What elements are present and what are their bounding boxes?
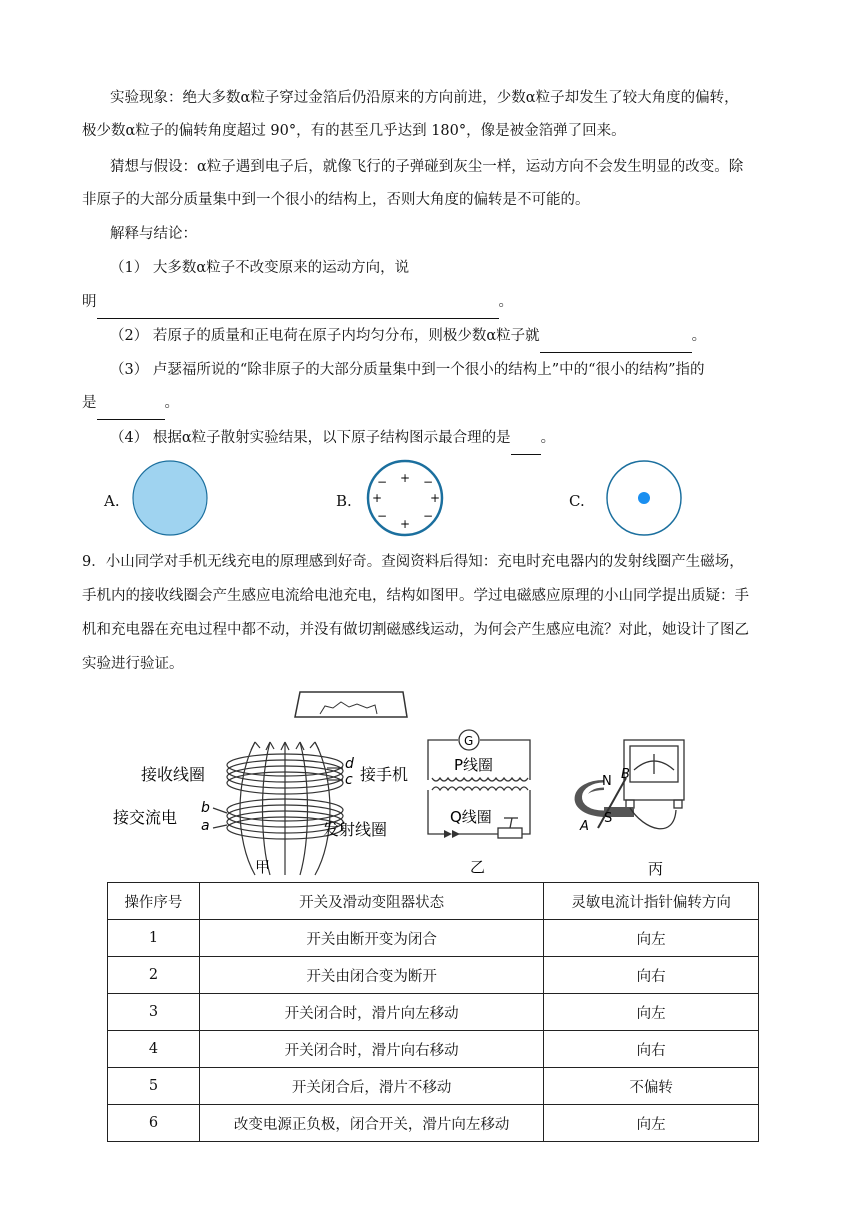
- table-cell: 向右: [544, 1031, 759, 1068]
- minus-sign: −: [422, 475, 434, 489]
- figure-yi-circuit: [418, 722, 548, 882]
- minus-sign: −: [376, 509, 388, 523]
- problem-9-line-2: 手机内的接收线圈会产生感应电流给电池充电，结构如图甲。学过电磁感应原理的小山同学提出质疑：手: [82, 588, 749, 604]
- table-cell: 不偏转: [544, 1068, 759, 1105]
- period: 。: [691, 328, 707, 344]
- table-cell: 开关由闭合变为断开: [199, 957, 543, 994]
- table-cell: 2: [108, 957, 200, 994]
- answer-blank-4[interactable]: [511, 436, 541, 455]
- table-cell: 向左: [544, 920, 759, 957]
- plus-sign: +: [399, 517, 411, 531]
- receive-coil-label: 接收线圈: [141, 765, 206, 784]
- table-cell: 6: [108, 1105, 200, 1142]
- question-3-line-1: （3） 卢瑟福所说的“除非原子的大部分质量集中到一个很小的结构上”中的“很小的结构”指的: [110, 362, 705, 378]
- table-cell: 5: [108, 1068, 200, 1105]
- option-b-atom-diagram: [365, 458, 445, 538]
- figure-jia-caption: 甲: [255, 858, 271, 876]
- table-cell: 1: [108, 920, 200, 957]
- terminal-c: c: [345, 772, 353, 788]
- minus-sign: −: [376, 475, 388, 489]
- question-1-prefix: 明: [82, 294, 97, 310]
- table-row: [108, 1068, 759, 1105]
- wire-end-b: B: [621, 767, 630, 782]
- table-cell: 向左: [544, 994, 759, 1031]
- table-cell: 改变电源正负极，闭合开关，滑片向左移动: [199, 1105, 543, 1142]
- guess-line-2: 非原子的大部分质量集中到一个很小的结构上，否则大角度的偏转是不可能的。: [82, 192, 590, 208]
- period: 。: [164, 395, 179, 411]
- table-row: [108, 1031, 759, 1068]
- table-cell: 向右: [544, 957, 759, 994]
- table-cell: 4: [108, 1031, 200, 1068]
- phenomenon-line-2: 极少数α粒子的偏转角度超过 90°，有的甚至几乎达到 180°，像是被金箔弹了回来。: [82, 123, 626, 139]
- question-4-text: （4） 根据α粒子散射实验结果，以下原子结构图示最合理的是: [110, 430, 511, 446]
- galvanometer-symbol: G: [464, 734, 474, 748]
- problem-9-line-1: 9．小山同学对手机无线充电的原理感到好奇。查阅资料后得知：充电时充电器内的发射线圈产生磁场，: [82, 554, 744, 570]
- phenomenon-line-1: 实验现象：绝大多数α粒子穿过金箔后仍沿原来的方向前进，少数α粒子却发生了较大角度的偏转，: [110, 90, 739, 106]
- table-row: [108, 994, 759, 1031]
- table-cell: 开关闭合时，滑片向左移动: [199, 994, 543, 1031]
- option-c-label: C.: [569, 492, 585, 510]
- period: 。: [540, 430, 556, 446]
- table-cell: 3: [108, 994, 200, 1031]
- wire-end-a: A: [580, 819, 589, 834]
- table-row: [108, 1105, 759, 1142]
- answer-blank-1[interactable]: [97, 300, 499, 319]
- problem-9-line-4: 实验进行验证。: [82, 656, 184, 672]
- answer-blank-2[interactable]: [540, 334, 692, 353]
- magnet-north-label: N: [602, 774, 612, 789]
- explain-heading: 解释与结论：: [110, 226, 197, 242]
- guess-line-1: 猜想与假设：α粒子遇到电子后，就像飞行的子弹碰到灰尘一样，运动方向不会发生明显的改变。除: [110, 159, 744, 175]
- option-c-atom-diagram: [604, 458, 684, 538]
- table-cell: 开关闭合时，滑片向右移动: [199, 1031, 543, 1068]
- figure-yi-caption: 乙: [470, 858, 486, 876]
- p-coil-label: P线圈: [454, 756, 494, 774]
- question-1-line-2: [82, 286, 812, 319]
- table-row: [108, 957, 759, 994]
- header-switch-rheostat-state: 开关及滑动变阻器状态: [199, 883, 543, 920]
- table-cell: 向左: [544, 1105, 759, 1142]
- phone-connect-label: 接手机: [360, 765, 409, 784]
- plus-sign: +: [429, 491, 441, 505]
- table-cell: 开关由断开变为闭合: [199, 920, 543, 957]
- table-header-row: [108, 883, 759, 920]
- option-a-label: A.: [104, 492, 120, 510]
- problem-9-line-3: 机和充电器在充电过程中都不动，并没有做切割磁感线运动，为何会产生感应电流？对此，她设计了图乙: [82, 622, 749, 638]
- question-2-text: （2） 若原子的质量和正电荷在原子内均匀分布，则极少数α粒子就: [110, 328, 540, 344]
- question-3-line-2: [82, 387, 812, 420]
- table-cell: 开关闭合后，滑片不移动: [199, 1068, 543, 1105]
- figure-jia-wireless-charging-coils: [105, 680, 415, 885]
- terminal-a: a: [201, 818, 210, 834]
- option-b-label: B.: [336, 492, 352, 510]
- q-coil-label: Q线圈: [450, 808, 492, 826]
- plus-sign: +: [399, 471, 411, 485]
- figure-bing-magnet-galvanometer: [564, 730, 694, 880]
- terminal-d: d: [345, 756, 354, 772]
- question-1-line-1: （1） 大多数α粒子不改变原来的运动方向，说: [110, 260, 410, 276]
- operations-table: [107, 882, 759, 1142]
- ac-input-label: 接交流电: [113, 808, 178, 827]
- header-operation-number: 操作序号: [108, 883, 200, 920]
- answer-blank-3[interactable]: [97, 401, 165, 420]
- question-4: [110, 422, 555, 455]
- option-a-atom-diagram: [130, 458, 210, 538]
- transmit-coil-label: 发射线圈: [323, 820, 388, 839]
- terminal-b: b: [201, 800, 210, 816]
- magnet-south-label: S: [604, 811, 613, 826]
- figure-bing-caption: 丙: [648, 860, 664, 878]
- period: 。: [498, 294, 513, 310]
- header-deflection-direction: 灵敏电流计指针偏转方向: [544, 883, 759, 920]
- minus-sign: −: [422, 509, 434, 523]
- question-2: [110, 320, 706, 353]
- table-row: [108, 920, 759, 957]
- plus-sign: +: [371, 491, 383, 505]
- question-3-prefix: 是: [82, 395, 97, 411]
